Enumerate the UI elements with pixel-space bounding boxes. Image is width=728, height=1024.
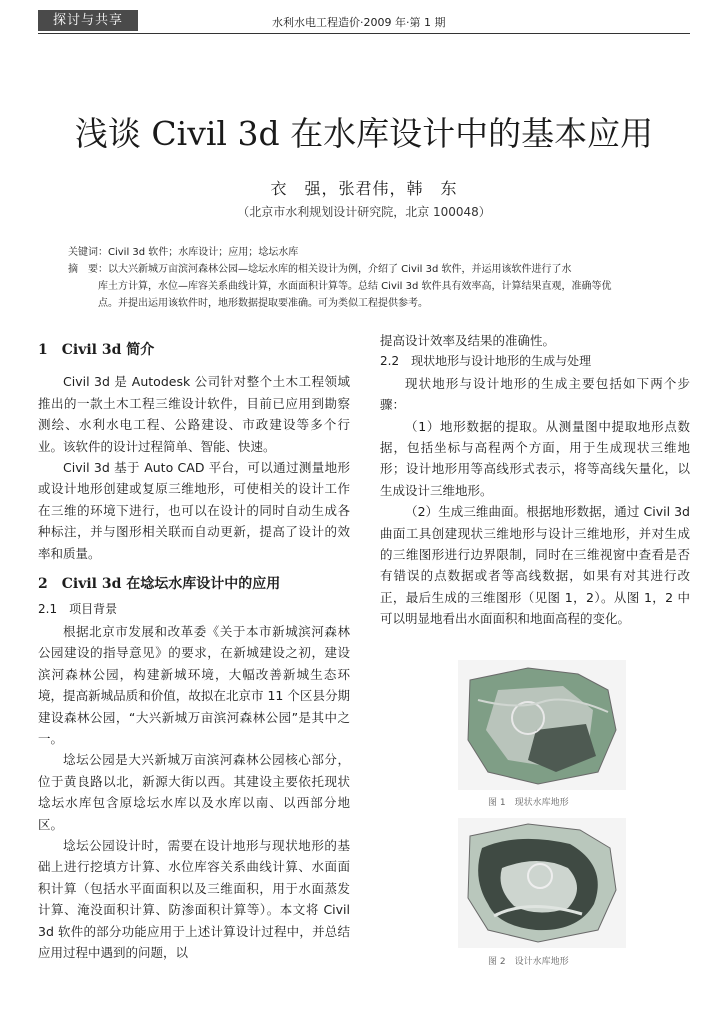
article-title: 浅谈 Civil 3d 在水库设计中的基本应用 [74,114,654,153]
section-1-heading: 1 Civil 3d 简介 [38,342,155,358]
figure-1 [458,660,626,790]
section-2-2-heading: 2.2 现状地形与设计地形的生成与处理 [380,354,592,369]
keywords-abstract [68,244,668,312]
abstract-line: 库土方计算，水位—库容关系曲线计算，水面面积计算等。总结 Civil 3d 软件具有效率高，计算结果直观，准确等优 [98,281,612,292]
paragraph: 提高设计效率及结果的准确性。 [380,333,556,348]
paragraph: 根据北京市发展和改革委《关于本市新城滨河森林公园建设的指导意见》的要求，在新城建设之初，建设滨河森林公园，构建新城环境，大幅改善新城生态环境，提高新城品质和价值，故拟在北京市 11 个区县分期建设森林公园，“大兴新城万亩滨河森林公园”是其中之一。 [38,623,350,746]
paragraph: Civil 3d 是 Autodesk 公司针对整个土木工程领域推出的一款土木工程三维设计软件，目前已应用到勘察测绘、水利水电工程、公路建设、市政建设等多个行业。该软件的设计过程简单、智能、快速。 [38,374,350,454]
paragraph: Civil 3d 基于 Auto CAD 平台，可以通过测量地形或设计地形创建或复原三维地形，可使相关的设计工作在三维的环境下进行，也可以在设计的同时自动生成各种标注，并与图形相关联而自动更新，提高了设计的效率和质量。 [38,460,350,561]
paragraph: 现状地形与设计地形的生成主要包括如下两个步骤： [380,375,690,413]
paragraph: 埝坛公园是大兴新城万亩滨河森林公园核心部分，位于黄良路以北，新源大街以西。其建设主要依托现状埝坛水库包含原埝坛水库以及水库以南、以西部分地区。 [38,752,350,832]
section-2-heading: 2 Civil 3d 在埝坛水库设计中的应用 [38,576,281,593]
right-column [380,330,690,630]
figure-2 [458,818,626,948]
authors: 衣 强，张君伟，韩 东 [270,179,458,198]
paragraph: （1）地形数据的提取。从测量图中提取地形点数据，包括坐标与高程两个方面，用于生成现状三维地形；设计地形用等高线形式表示，将等高线矢量化，以生成设计三维地形。 [380,418,690,498]
paragraph: （2）生成三维曲面。根据地形数据，通过 Civil 3d 曲面工具创建现状三维地形与设计三维地形，并对生成的三维图形进行边界限制，同时在三维视窗中查看是否有错误的点数据或者等高线数据，如果有对其进行改正，最后生成的三维图形（见图 1，2）。从图 1，2 中可以明显地看出水面面积和地面高程的变化。 [380,504,690,627]
paragraph: 埝坛公园设计时，需要在设计地形与现状地形的基础上进行挖填方计算、水位库容关系曲线计算、水面面积计算（包括水平面面积以及三维面积，用于水面蒸发计算、淹没面积计算、防渗面积计算等）。本文将 Civil 3d 软件的部分功能应用于上述计算设计过程中，并总结应用过程中遇到的问题，以 [38,837,350,960]
journal-header: 水利水电工程造价·2009 年·第 1 期 [272,16,446,29]
abstract-line: 点。并提出运用该软件时，地形数据提取要准确。可为类似工程提供参考。 [98,298,428,309]
figure-1-caption: 图 1 现状水库地形 [488,798,569,808]
figure-1-image [458,660,626,790]
abstract-line: 摘 要：以大兴新城万亩滨河森林公园—埝坛水库的相关设计为例，介绍了 Civil 3d 软件，并运用该软件进行了水 [68,264,572,275]
section-tag: 探讨与共享 [38,10,138,31]
keywords: 关键词：Civil 3d 软件；水库设计；应用；埝坛水库 [68,247,299,258]
header-rule [38,33,690,34]
figure-2-image [458,818,626,948]
figure-2-caption: 图 2 设计水库地形 [488,957,569,967]
affiliation: （北京市水利规划设计研究院，北京 100048） [237,205,491,219]
section-2-1-heading: 2.1 项目背景 [38,602,118,617]
left-column [38,340,350,963]
